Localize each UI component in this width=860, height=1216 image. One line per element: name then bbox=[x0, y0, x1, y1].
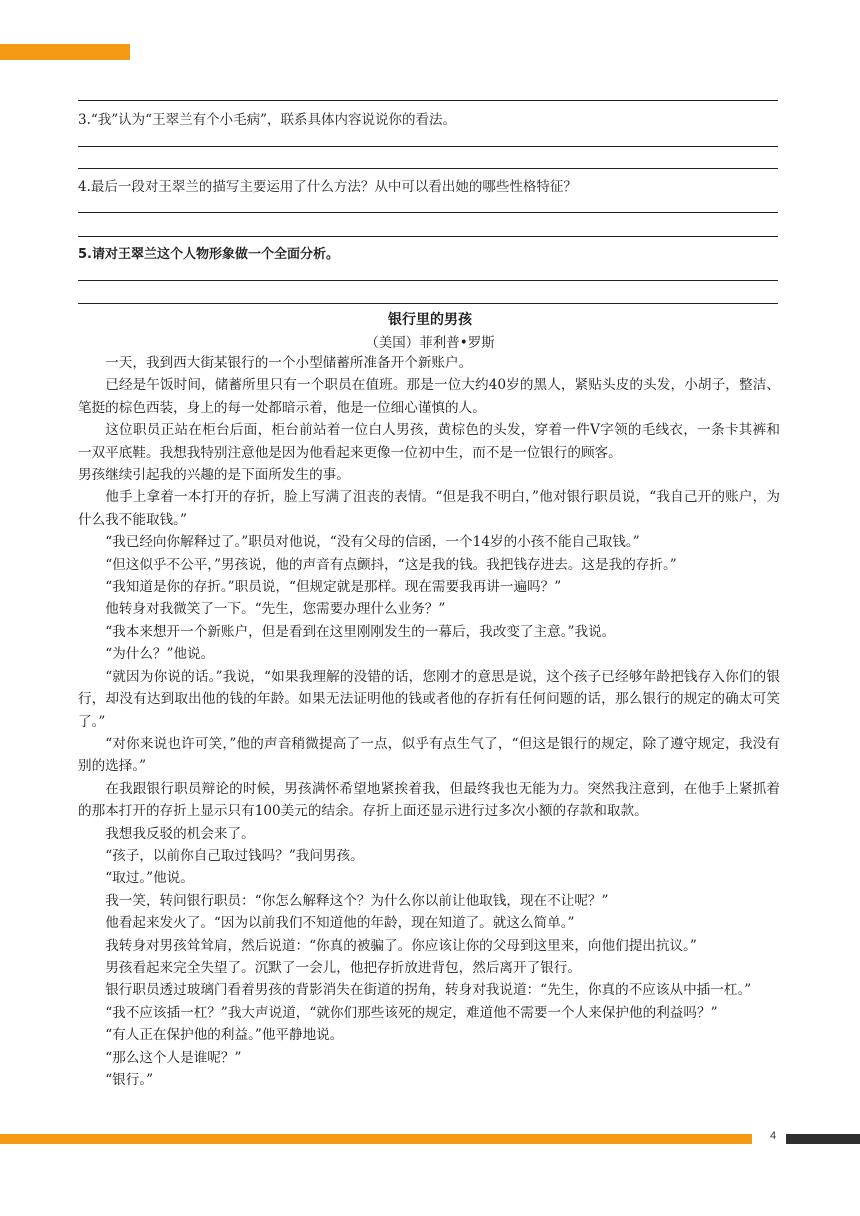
paragraph: 银行职员透过玻璃门看着男孩的背影消失在街道的拐角，转身对我说道：“先生，你真的不应该从中插一杠。” bbox=[105, 982, 752, 999]
paragraph: 男孩看起来完全失望了。沉默了一会儿，他把存折放进背包，然后离开了银行。 bbox=[105, 959, 581, 976]
answer-line bbox=[78, 280, 778, 281]
header-accent-bar bbox=[0, 44, 130, 60]
paragraph: “我知道是你的存折。”职员说，“但规定就是那样。现在需要我再讲一遍吗？” bbox=[105, 579, 562, 596]
paragraph: 已经是午饭时间，储蓄所里只有一个职员在值班。那是一位大约40岁的黑人，紧贴头皮的头发，小胡子，整洁、笔挺的棕色西装，身上的每一处都暗示着，他是一位细心谨慎的人。 bbox=[78, 377, 780, 416]
article-author: （美国）菲利普•罗斯 bbox=[365, 335, 495, 351]
paragraph: “那么这个人是谁呢？” bbox=[105, 1049, 242, 1066]
question-5: 5.请对王翠兰这个人物形象做一个全面分析。 bbox=[78, 247, 339, 262]
paragraph: “我不应该插一杠？”我大声说道，“就你们那些该死的规定，难道他不需要一个人来保护他的利益吗？” bbox=[105, 1004, 718, 1021]
paragraph: “对你来说也许可笑，”他的声音稍微提高了一点，似乎有点生气了，“但这是银行的规定，除了遵守规定，我没有别的选择。” bbox=[78, 735, 780, 775]
answer-line bbox=[78, 212, 778, 213]
footer-dark-bar bbox=[786, 1134, 860, 1144]
paragraph: 在我跟银行职员辩论的时候，男孩满怀希望地紧挨着我，但最终我也无能为力。突然我注意到，在他手上紧抓着的那本打开的存折上显示只有100美元的结余。存折上面还显示进行过多次小额的存款和取款。 bbox=[78, 780, 780, 820]
paragraph: “我已经向你解释过了。”职员对他说，“没有父母的信函，一个14岁的小孩不能自己取钱。” bbox=[105, 534, 640, 551]
answer-line bbox=[78, 100, 778, 101]
paragraph: 我一笑，转问银行职员：“你怎么解释这个？为什么你以前让他取钱，现在不让呢？” bbox=[105, 892, 609, 909]
paragraph: 他手上拿着一本打开的存折，脸上写满了沮丧的表情。“但是我不明白，”他对银行职员说，“我自己开的账户，为什么我不能取钱。” bbox=[78, 489, 780, 528]
paragraph: 我想我反驳的机会来了。 bbox=[105, 825, 255, 842]
paragraph: “为什么？”他说。 bbox=[105, 646, 215, 663]
paragraph: “银行。” bbox=[105, 1072, 154, 1088]
question-4: 4.最后一段对王翠兰的描写主要运用了什么方法？从中可以看出她的哪些性格特征？ bbox=[78, 179, 577, 195]
paragraph: 这位职员正站在柜台后面，柜台前站着一位白人男孩，黄棕色的头发，穿着一件V字领的毛线衣，一条卡其裤和一双平底鞋。我想我特别注意他是因为他看起来更像一位初中生，而不是一位银行的顾客。 bbox=[78, 422, 780, 461]
page-number: 4 bbox=[770, 1130, 777, 1142]
answer-line bbox=[78, 168, 778, 169]
answer-line bbox=[78, 303, 778, 304]
paragraph: “但这似乎不公平，”男孩说，他的声音有点颤抖，“这是我的钱。我把钱存进去。这是我的存折。” bbox=[105, 556, 677, 573]
footer-accent-bar bbox=[0, 1134, 752, 1144]
paragraph: 他看起来发火了。“因为以前我们不知道他的年龄，现在知道了。就这么简单。” bbox=[105, 915, 575, 932]
answer-line bbox=[78, 146, 778, 147]
paragraph: 他转身对我微笑了一下。“先生，您需要办理什么业务？” bbox=[105, 601, 446, 618]
paragraph: “孩子，以前你自己取过钱吗？”我问男孩。 bbox=[105, 847, 364, 864]
article-title: 银行里的男孩 bbox=[388, 312, 472, 328]
question-3: 3.“我”认为“王翠兰有个小毛病”，联系具体内容说说你的看法。 bbox=[78, 112, 456, 128]
paragraph: “就因为你说的话。”我说，“如果我理解的没错的话，您刚才的意思是说，这个孩子已经够年龄把钱存入你们的银行，却没有达到取出他的钱的年龄。如果无法证明他的钱或者他的存折有任何问题的话，那么银行的规定的确太可笑了。” bbox=[78, 668, 780, 730]
paragraph: “有人正在保护他的利益。”他平静地说。 bbox=[105, 1027, 344, 1044]
paragraph: “我本来想开一个新账户，但是看到在这里刚刚发生的一幕后，我改变了主意。”我说。 bbox=[105, 623, 616, 640]
article-body bbox=[78, 352, 780, 1091]
paragraph: 我转身对男孩耸耸肩，然后说道：“你真的被骗了。你应该让你的父母到这里来，向他们提出抗议。” bbox=[105, 937, 697, 954]
paragraph: 男孩继续引起我的兴趣的是下面所发生的事。 bbox=[78, 467, 350, 484]
paragraph: “取过。”他说。 bbox=[105, 870, 194, 887]
answer-line bbox=[78, 236, 778, 237]
paragraph: 一天，我到西大街某银行的一个小型储蓄所准备开个新账户。 bbox=[105, 355, 473, 371]
